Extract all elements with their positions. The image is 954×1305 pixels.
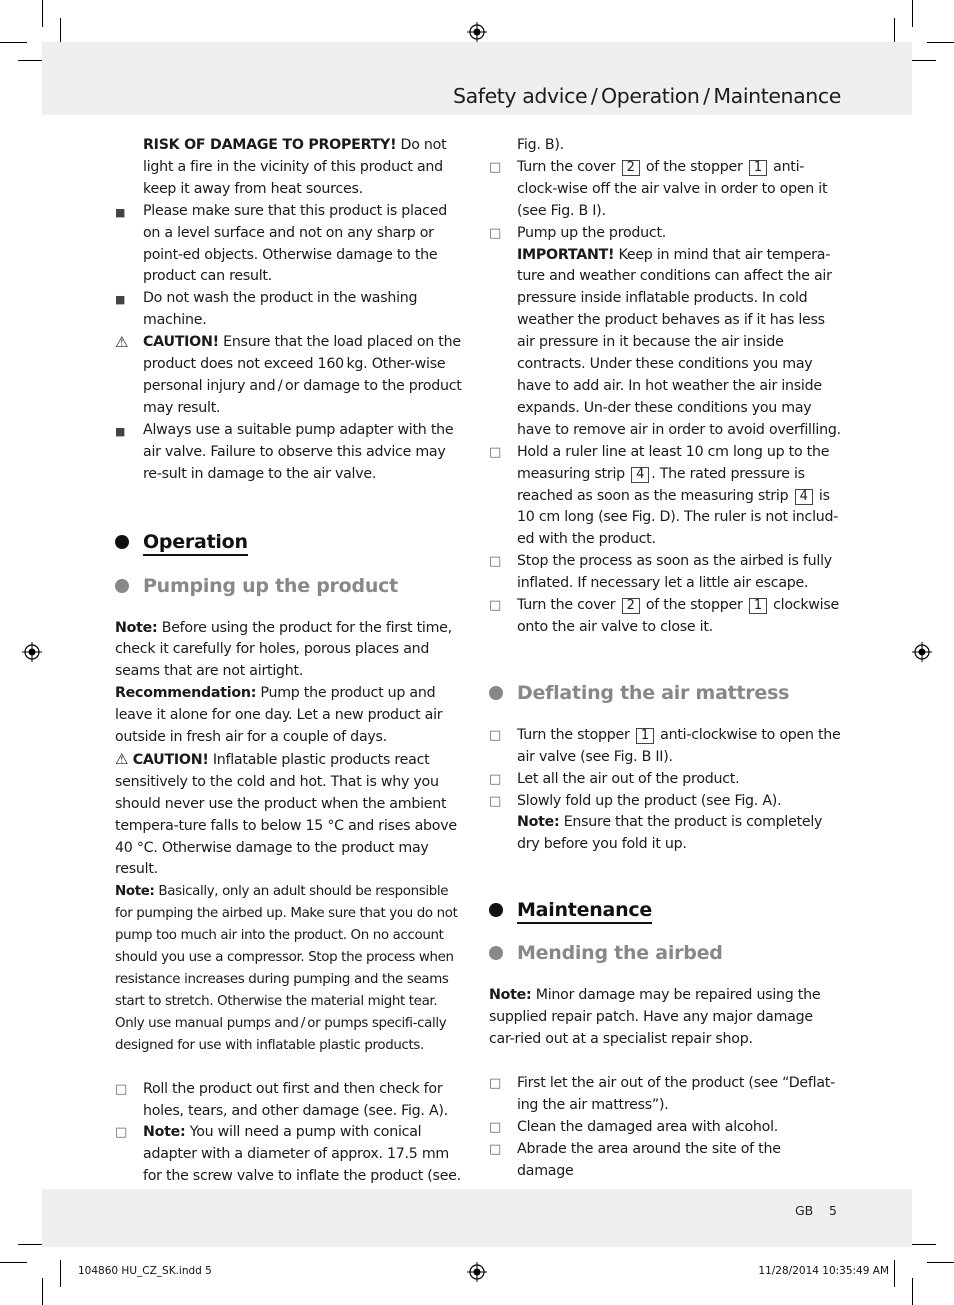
part-reference: 1: [749, 598, 767, 614]
crop-mark: [927, 1262, 954, 1263]
step-item: □ Pump up the product. IMPORTANT! Keep in mind that air tempera-ture and weather conditions can affect the air pressure inside inflatable products. In cold weather the product behaves as if it has less air pressure in it because the air inside contracts. Under these conditions you may have to add air. In hot weather the air inside expands. Un-der these conditions you may have to remove air in order to avoid overfilling.: [489, 224, 841, 438]
step-item: □ Abrade the area around the site of the damage: [489, 1140, 781, 1179]
warning-triangle-icon: ⚠: [115, 749, 133, 768]
checkbox-square-icon: □: [489, 727, 502, 743]
note-paragraph: Note: Basically, only an adult should be responsible for pumping the airbed up. Make sure that you do not pump too much air into the product. On no account should you use a compressor. Stop the process when resistance increases during pumping and the seams start to stretch. Otherwise the material might tear. Only use manual pumps and / or pumps specifi-cally designed for use with inflatable plastic products.: [115, 884, 458, 1053]
registration-mark-icon: [467, 1262, 487, 1282]
step-item: □ Slowly fold up the product (see Fig. A). Note: Ensure that the product is completely dry before you fold it up.: [489, 792, 823, 853]
crop-mark: [0, 42, 27, 43]
crop-mark: [894, 18, 895, 45]
page-title: Safety advice / Operation / Maintenance: [452, 84, 841, 108]
checkbox-square-icon: □: [489, 159, 502, 175]
step-item: □ First let the air out of the product (see “Deflat-ing the air mattress”).: [489, 1075, 835, 1113]
step-item: □ Stop the process as soon as the airbed is fully inflated. If necessary let a little air escape.: [489, 553, 832, 592]
checkbox-square-icon: □: [489, 771, 502, 787]
note-paragraph: Note: Minor damage may be repaired using the supplied repair patch. Have any major damage car-ried out at a specialist repair shop.: [489, 987, 821, 1048]
registration-mark-icon: [467, 22, 487, 42]
crop-mark: [18, 1244, 45, 1245]
step-item: □ Turn the cover 2 of the stopper 1 anti-clock-wise off the air valve in order to open it (see Fig. B I).: [489, 158, 828, 219]
list-item: ■ Please make sure that this product is placed on a level surface and not on any sharp or point-ed objects. Otherwise damage to the product can result.: [115, 202, 447, 285]
part-reference: 4: [795, 489, 813, 505]
step-item: □ Hold a ruler line at least 10 cm long up to the measuring strip 4 . The rated pressure is reached as soon as the measuring strip 4 is 10 cm long (see Fig. D). The ruler is not includ-ed with the product.: [489, 443, 839, 548]
subsection-heading-mending: Mending the airbed: [489, 941, 841, 965]
part-reference: 1: [636, 728, 654, 744]
footer-band: [42, 1189, 912, 1247]
print-slug-file: 104860 HU_CZ_SK.indd 5: [78, 1265, 212, 1277]
square-bullet-icon: ■: [115, 205, 126, 219]
bullet-dot-icon: [489, 903, 503, 917]
crop-mark: [60, 1260, 61, 1287]
warning-triangle-icon: ⚠: [115, 333, 129, 352]
crop-mark: [909, 60, 936, 61]
part-reference: 2: [622, 160, 640, 176]
page-number: 5: [829, 1203, 837, 1218]
recommendation-paragraph: Recommendation: Pump the product up and leave it alone for one day. Let a new product air outside in fresh air for a couple of days.: [115, 685, 443, 746]
crop-mark: [18, 60, 45, 61]
right-column: [489, 135, 841, 1183]
caution-item: ⚠ CAUTION! Ensure that the load placed on the product does not exceed 160 kg. Other-wise personal injury and / or damage to the product may result.: [115, 333, 462, 416]
left-column: [115, 135, 467, 1188]
section-heading-maintenance: Maintenance: [489, 898, 841, 922]
part-reference: 2: [622, 598, 640, 614]
continued-text: Fig. B).: [517, 137, 564, 153]
bullet-dot-icon: [115, 535, 129, 549]
registration-mark-icon: [912, 642, 932, 662]
crop-mark: [894, 1260, 895, 1287]
subsection-heading-pumping: Pumping up the product: [115, 574, 467, 598]
square-bullet-icon: ■: [115, 424, 126, 438]
checkbox-square-icon: □: [489, 554, 502, 570]
checkbox-square-icon: □: [489, 225, 502, 241]
section-heading-operation: Operation: [115, 530, 467, 554]
square-bullet-icon: ■: [115, 293, 126, 307]
step-item: □ Roll the product out first and then check for holes, tears, and other damage (see. Fig. A).: [115, 1080, 448, 1119]
list-item: ■ Do not wash the product in the washing machine.: [115, 290, 418, 329]
note-paragraph: Note: Before using the product for the first time, check it carefully for holes, porous places and seams that are not airtight.: [115, 619, 452, 680]
crop-mark: [912, 0, 913, 27]
registration-mark-icon: [22, 642, 42, 662]
crop-mark: [60, 18, 61, 45]
checkbox-square-icon: □: [489, 793, 502, 809]
crop-mark: [42, 0, 43, 27]
risk-warning: RISK OF DAMAGE TO PROPERTY! Do not light a fire in the vicinity of this product and keep it away from heat sources.: [143, 137, 447, 197]
checkbox-square-icon: □: [489, 1076, 502, 1091]
checkbox-square-icon: □: [489, 1119, 502, 1135]
bullet-dot-icon: [489, 686, 503, 700]
step-item: □ Turn the cover 2 of the stopper 1 clockwise onto the air valve to close it.: [489, 597, 839, 635]
part-reference: 1: [749, 160, 767, 176]
checkbox-square-icon: □: [489, 598, 502, 614]
crop-mark: [42, 1278, 43, 1305]
step-item: □ Let all the air out of the product.: [489, 769, 841, 791]
crop-mark: [912, 1278, 913, 1305]
checkbox-square-icon: □: [489, 444, 502, 460]
step-item: □ Clean the damaged area with alcohol.: [489, 1117, 841, 1139]
step-item: □ Turn the stopper 1 anti-clockwise to open the air valve (see Fig. B II).: [489, 726, 841, 765]
crop-mark: [927, 42, 954, 43]
step-item: □ Note: You will need a pump with conical adapter with a diameter of approx. 17.5 mm for the screw valve to inflate the product (see.: [115, 1124, 461, 1185]
checkbox-square-icon: □: [489, 1141, 502, 1157]
part-reference: 4: [631, 467, 649, 483]
checkbox-square-icon: □: [115, 1081, 128, 1097]
crop-mark: [909, 1244, 936, 1245]
bullet-dot-icon: [489, 946, 503, 960]
print-slug-datetime: 11/28/2014 10:35:49 AM: [758, 1265, 889, 1277]
caution-paragraph: ⚠ CAUTION! Inflatable plastic products react sensitively to the cold and hot. That is why you should never use the product when the ambient tempera-ture falls to below 15 °C and rises above 40 °C. Otherwise damage to the product may result.: [115, 749, 457, 878]
subsection-heading-deflating: Deflating the air mattress: [489, 681, 841, 705]
checkbox-square-icon: □: [115, 1125, 128, 1141]
crop-mark: [0, 1262, 27, 1263]
footer-language: GB: [795, 1203, 814, 1218]
bullet-dot-icon: [115, 579, 129, 593]
list-item: ■ Always use a suitable pump adapter with the air valve. Failure to observe this advice may re-sult in damage to the air valve.: [115, 421, 454, 482]
